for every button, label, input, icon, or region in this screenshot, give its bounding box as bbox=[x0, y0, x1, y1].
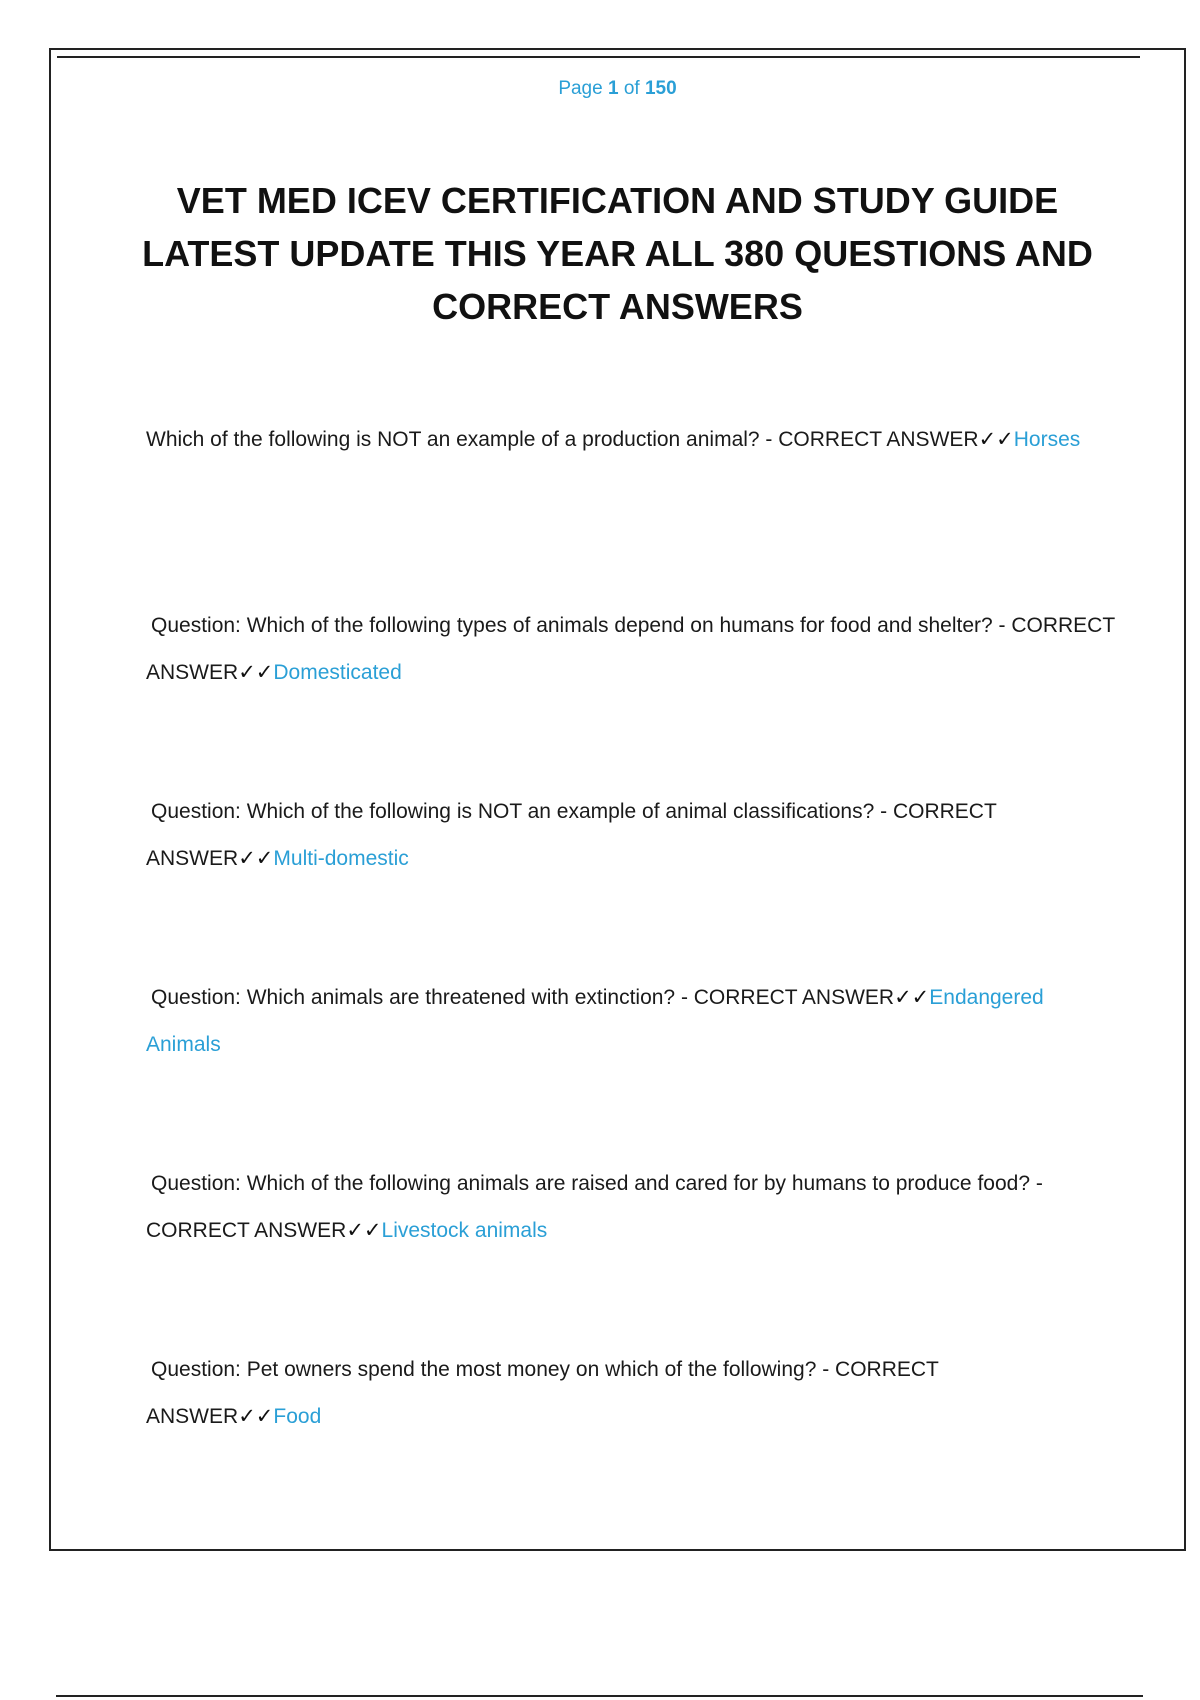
question-text: Question: Which of the following animals are raised and cared for by humans to produce food? - CORRECT ANSWER bbox=[146, 1172, 1043, 1242]
answer-text: Endangered Animals bbox=[146, 986, 1044, 1056]
page-frame bbox=[49, 48, 1186, 1551]
answer-text: Livestock animals bbox=[381, 1219, 548, 1242]
answer-text: Domesticated bbox=[273, 661, 402, 684]
bottom-rule bbox=[56, 1695, 1143, 1697]
qa-item bbox=[146, 416, 1116, 555]
page-indicator bbox=[51, 78, 1184, 100]
document-title: VET MED ICEV CERTIFICATION AND STUDY GUIDE LATEST UPDATE THIS YEAR ALL 380 QUESTIONS AND CORRECT ANSWERS bbox=[142, 180, 1093, 327]
question-text: Question: Which of the following types of animals depend on humans for food and shelter? - CORRECT ANSWER bbox=[146, 614, 1115, 684]
checkmark-icon: ✓✓ bbox=[238, 1405, 274, 1428]
checkmark-icon: ✓✓ bbox=[238, 847, 274, 870]
answer-text: Food bbox=[273, 1405, 322, 1428]
question-text: Question: Pet owners spend the most money on which of the following? - CORRECT ANSWER bbox=[146, 1358, 939, 1428]
checkmark-icon: ✓✓ bbox=[894, 986, 930, 1009]
page-label: Page bbox=[558, 78, 603, 99]
page-total: 150 bbox=[644, 78, 677, 99]
question-text: Which of the following is NOT an example of a production animal? - CORRECT ANSWER bbox=[146, 428, 979, 451]
qa-item bbox=[146, 1160, 1116, 1299]
page-of: of bbox=[623, 78, 640, 99]
checkmark-icon: ✓✓ bbox=[978, 428, 1014, 451]
top-rule bbox=[57, 56, 1140, 58]
qa-item bbox=[146, 1346, 1116, 1485]
checkmark-icon: ✓✓ bbox=[346, 1219, 382, 1242]
page-current: 1 bbox=[607, 78, 619, 99]
qa-list bbox=[146, 416, 1116, 1532]
checkmark-icon: ✓✓ bbox=[238, 661, 274, 684]
answer-text: Horses bbox=[1013, 428, 1081, 451]
answer-text: Multi-domestic bbox=[273, 847, 409, 870]
question-text: Question: Which of the following is NOT an example of animal classifications? - CORRECT ANSWER bbox=[146, 800, 997, 870]
question-text: Question: Which animals are threatened with extinction? - CORRECT ANSWER bbox=[151, 986, 895, 1009]
qa-item bbox=[146, 602, 1116, 741]
qa-item bbox=[146, 788, 1116, 927]
qa-item bbox=[146, 974, 1116, 1113]
